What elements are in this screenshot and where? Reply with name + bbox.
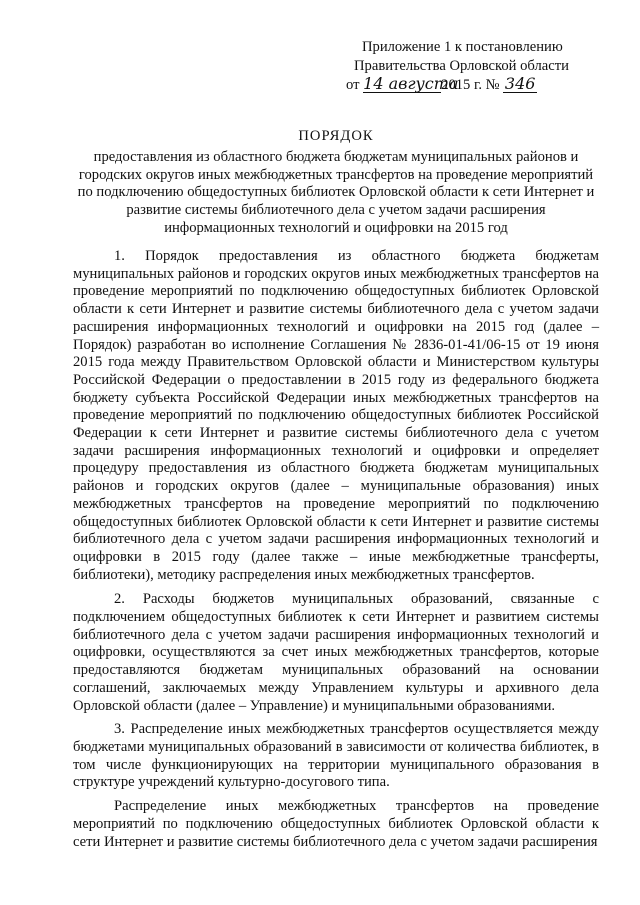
document-title — [74, 128, 598, 238]
title-subtitle: предоставления из областного бюджета бюджетам муниципальных районов и городских округов иных межбюджетных трансфертов на проведение мероприятий по подключению общедоступных библиотек Орловской области к сети Интернет и развитие системы библиотечного дела с учетом задачи расширения информационных технологий и оцифровки на 2015 год — [77, 148, 595, 236]
title-heading: ПОРЯДОК — [298, 128, 374, 144]
paragraph-4: Распределение иных межбюджетных трансфертов на проведение мероприятий по подключению общедоступных библиотек Орловской области к сети Интернет и развитие системы библиотечного дела с учетом задачи расширения — [73, 798, 599, 850]
appendix-line-1: Приложение 1 к постановлению — [362, 39, 563, 55]
appendix-line-2: Правительства Орловской области — [354, 58, 569, 74]
document-body — [73, 248, 599, 858]
paragraph-3: 3. Распределение иных межбюджетных трансфертов осуществляется между бюджетами муниципальных образований в зависимости от количества библиотек, в том числе функционирующих на территории муниципального образования в структуре учреждений культурно-досугового типа. — [73, 721, 599, 791]
paragraph-1: 1. Порядок предоставления из областного бюджета бюджетам муниципальных районов и городских округов иных межбюджетных трансфертов на проведение мероприятий по подключению общедоступных библиотек Орловской области к сети Интернет и развитие системы библиотечного дела с учетом задачи расширения информационных технологий и оцифровки на 2015 год (далее – Порядок) разработан во исполнение Соглашения № 2836-01-41/06-15 от 19 июня 2015 года между Правительством Орловской области и Министерством культуры Российской Федерации о предоставлении в 2015 году из федерального бюджета бюджету субъекта Российской Федерации иных межбюджетных трансфертов на проведение мероприятий по подключению общедоступных библиотек Российской Федерации к сети Интернет и развитие системы библиотечного дела с учетом задачи расширения информационных технологий и оцифровки и определяет процедуру предоставления из областного бюджета бюджетам муниципальных районов и городских округов (далее – муниципальные образования) иных межбюджетных трансфертов на проведение мероприятий по подключению общедоступных библиотек Орловской области к сети Интернет и развитие системы библиотечного дела с учетом задачи расширения информационных технологий и оцифровки в 2015 году (далее также – иные межбюджетные трансферты, библиотеки), методику распределения иных межбюджетных трансфертов. — [73, 248, 599, 583]
appendix-date-line — [346, 76, 616, 95]
appendix-header — [346, 38, 616, 95]
from-prefix: от — [346, 77, 360, 93]
handwritten-date: 14 августа — [363, 74, 459, 93]
year-suffix: 2015 г. № — [441, 77, 500, 93]
handwritten-number: 346 — [504, 74, 536, 93]
paragraph-2: 2. Расходы бюджетов муниципальных образований, связанные с подключением общедоступных библиотек к сети Интернет и развитием системы библиотечного дела с учетом задачи расширения информационных технологий и оцифровки, осуществляются за счет иных межбюджетных трансфертов, которые предоставляются бюджетам муниципальных образований на основании соглашений, заключаемых между Управлением культуры и архивного дела Орловской области (далее – Управление) и муниципальными образованиями. — [73, 591, 599, 714]
